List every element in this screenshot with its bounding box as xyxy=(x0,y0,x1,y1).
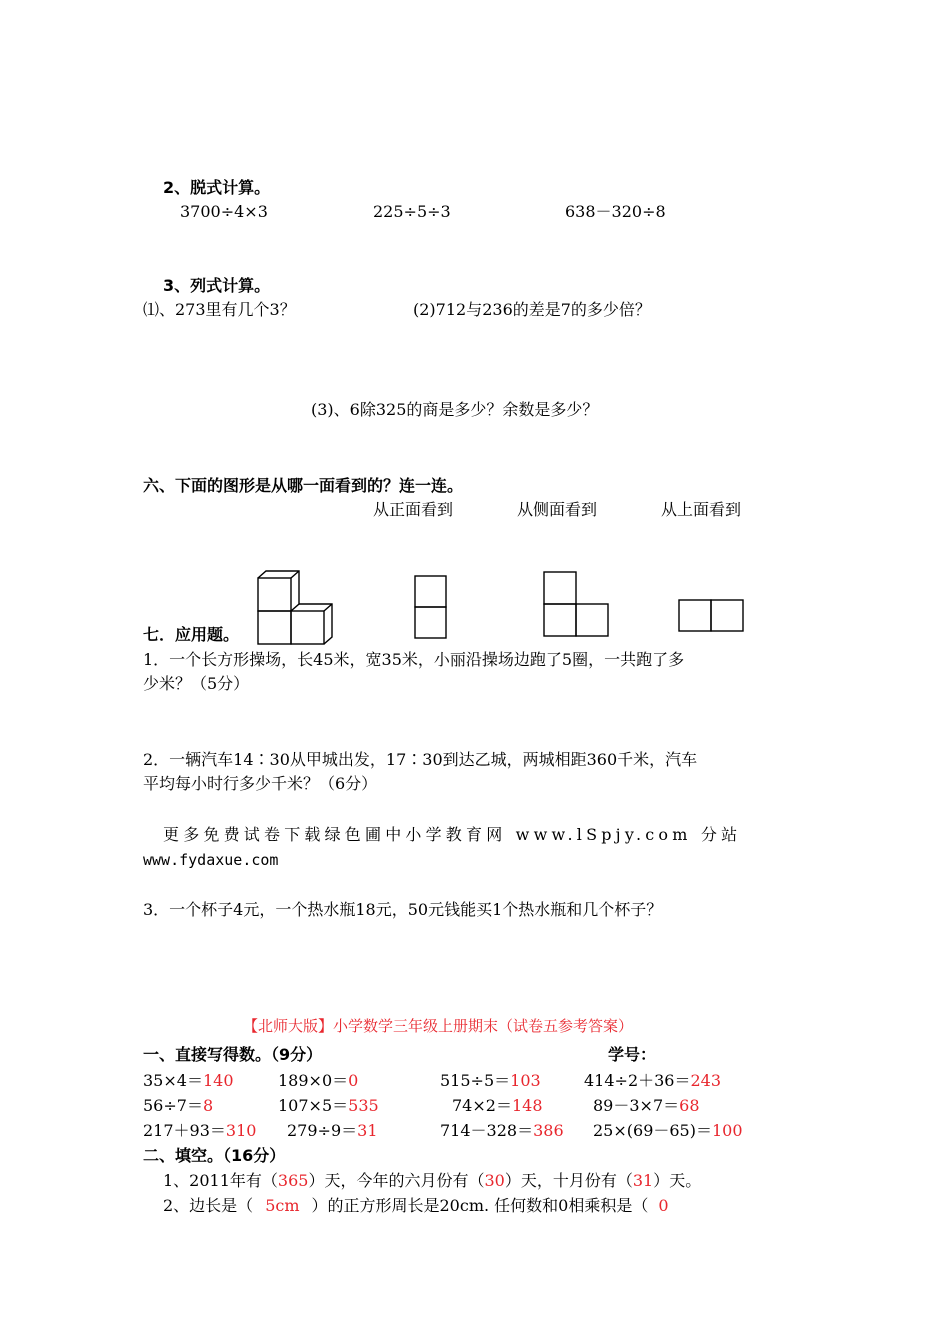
expr-2: 225÷5÷3 xyxy=(373,202,451,221)
section6-title: 六、下面的图形是从哪一面看到的？连一连。 xyxy=(143,476,464,495)
ad-line2: www.fydaxue.com xyxy=(143,851,279,869)
problem3: 3．一个杯子4元，一个热水瓶18元，50元钱能买1个热水瓶和几个杯子？ xyxy=(143,900,663,919)
section3-q3: (3)、6除325的商是多少？余数是多少？ xyxy=(311,400,599,419)
fill-blank-2: 2、边长是（ 5cm ）的正方形周长是20cm. 任何数和0相乘积是（ 0 xyxy=(163,1196,669,1215)
problem1-line2: 少米？（5分） xyxy=(143,674,250,693)
student-number-label: 学号： xyxy=(608,1045,657,1064)
problem2-line2: 平均每小时行多少千米？（6分） xyxy=(143,774,378,793)
calc-item: 74×2＝148 xyxy=(452,1096,543,1115)
side-view-figure xyxy=(544,572,608,636)
part2-title: 二、填空。（16分） xyxy=(143,1146,286,1165)
fill-blank-1: 1、2011年有（365）天，今年的六月份有（30）天，十月份有（31）天。 xyxy=(163,1171,702,1190)
calc-item: 189×0＝0 xyxy=(278,1071,359,1090)
front-view-figure xyxy=(415,576,446,638)
calc-item: 35×4＝140 xyxy=(143,1071,234,1090)
calc-item: 515÷5＝103 xyxy=(440,1071,541,1090)
view-front: 从正面看到 xyxy=(373,500,454,519)
section2-title: 2、脱式计算。 xyxy=(163,178,271,197)
section7-title: 七．应用题。 xyxy=(143,625,240,644)
view-top: 从上面看到 xyxy=(661,500,742,519)
expr-3: 638－320÷8 xyxy=(565,202,666,221)
calc-item: 56÷7＝8 xyxy=(143,1096,214,1115)
calc-item: 107×5＝535 xyxy=(278,1096,379,1115)
answers-header: 【北师大版】小学数学三年级上册期末（试卷五参考答案） xyxy=(243,1017,634,1035)
calc-item: 25×(69－65)＝100 xyxy=(593,1121,743,1140)
ad-line1: 更多免费试卷下载绿色圃中小学教育网 www.lSpjy.com 分站 xyxy=(163,825,742,844)
calc-item: 89－3×7＝68 xyxy=(593,1096,700,1115)
calc-item: 217＋93＝310 xyxy=(143,1121,257,1140)
section3-title: 3、列式计算。 xyxy=(163,276,271,295)
calc-item: 279÷9＝31 xyxy=(287,1121,378,1140)
section3-q1: ⑴、273里有几个3？ xyxy=(143,300,296,319)
section3-q2: (2)712与236的差是7的多少倍？ xyxy=(413,300,651,319)
problem1-line1: 1．一个长方形操场，长45米，宽35米，小丽沿操场边跑了5圈，一共跑了多 xyxy=(143,650,685,669)
cube-stack-figure xyxy=(258,571,332,644)
top-view-figure xyxy=(679,600,743,631)
part1-title: 一、直接写得数。（9分） xyxy=(143,1045,323,1064)
problem2-line1: 2．一辆汽车14∶30从甲城出发，17∶30到达乙城，两城相距360千米，汽车 xyxy=(143,750,698,769)
expr-1: 3700÷4×3 xyxy=(180,202,268,221)
calc-item: 714－328＝386 xyxy=(440,1121,564,1140)
calc-item: 414÷2＋36＝243 xyxy=(584,1071,722,1090)
view-side: 从侧面看到 xyxy=(517,500,598,519)
